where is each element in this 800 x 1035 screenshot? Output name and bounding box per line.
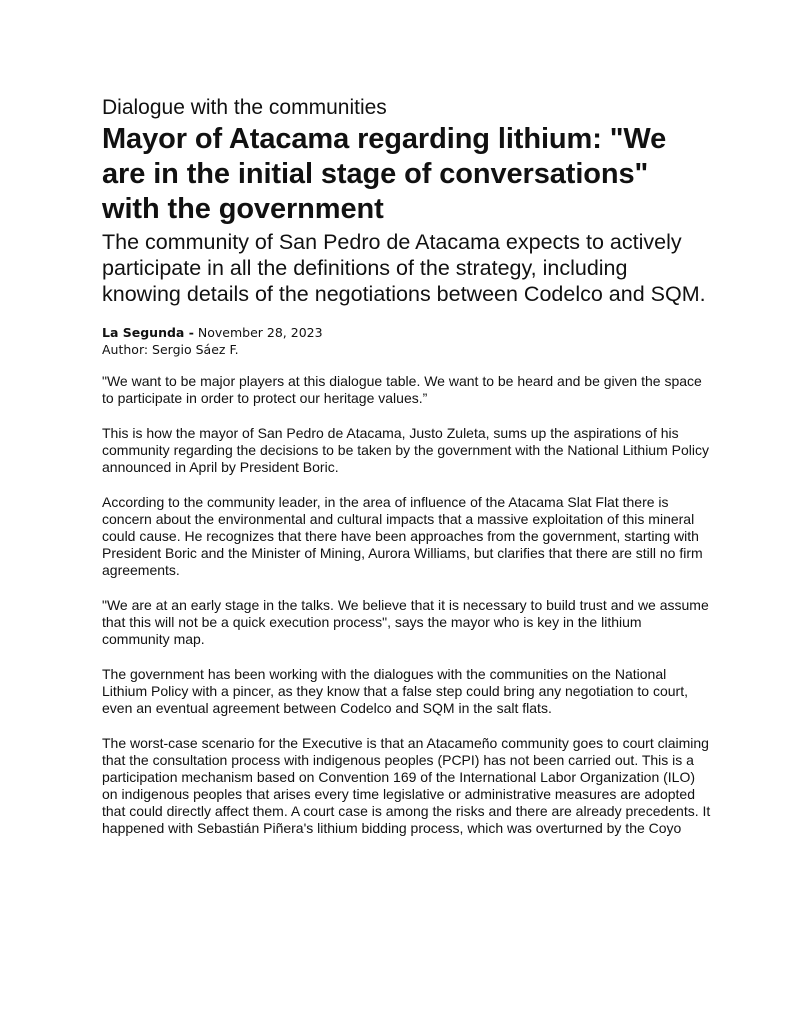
paragraph: This is how the mayor of San Pedro de Atacama, Justo Zuleta, sums up the aspirations of his community regarding the decisions to be taken by the government with the National Lithium Policy announced in April by President Boric.: [102, 425, 709, 475]
paragraph: The worst-case scenario for the Executive is that an Atacameño community goes to court claiming that the consultation process with indigenous peoples (PCPI) has not been carried out. This is a participation mechanism based on Convention 169 of the International Labor Organization (ILO) on indigenous peoples that arises every time legislative or administrative measures are adopted that could directly affect them. A court case is among the risks and there are already precedents. It happened with Sebastián Piñera's lithium bidding process, which was overturned by the Coyo: [102, 735, 711, 836]
paragraph: According to the community leader, in the area of influence of the Atacama Slat Flat there is concern about the environmental and cultural impacts that a massive exploitation of this mineral could cause. He recognizes that there have been approaches from the government, starting with President Boric and the Minister of Mining, Aurora Williams, but clarifies that there are still no firm agreements.: [102, 494, 703, 578]
paragraph: "We want to be major players at this dialogue table. We want to be heard and be given the space to participate in order to protect our heritage values.”: [102, 373, 702, 406]
paragraph: The government has been working with the dialogues with the communities on the National Lithium Policy with a pincer, as they know that a false step could bring any negotiation to court, even an eventual agreement between Codelco and SQM in the salt flats.: [102, 666, 688, 716]
article-headline: Mayor of Atacama regarding lithium: "We are in the initial stage of conversations" with the government: [102, 123, 667, 225]
source-line: [102, 324, 712, 341]
publish-date: November 28, 2023: [197, 325, 323, 340]
source-name: La Segunda -: [102, 325, 194, 340]
paragraph: "We are at an early stage in the talks. We believe that it is necessary to build trust and we assume that this will not be a quick execution process", says the mayor who is key in the lithium community map.: [102, 597, 709, 647]
article-meta: [102, 324, 712, 358]
article-body: [102, 373, 712, 837]
article-kicker: Dialogue with the communities: [102, 96, 387, 119]
article: [102, 96, 712, 855]
article-subhead: The community of San Pedro de Atacama expects to actively participate in all the definitions of the strategy, including knowing details of the negotiations between Codelco and SQM.: [102, 230, 706, 306]
author-line: Author: Sergio Sáez F.: [102, 342, 239, 357]
